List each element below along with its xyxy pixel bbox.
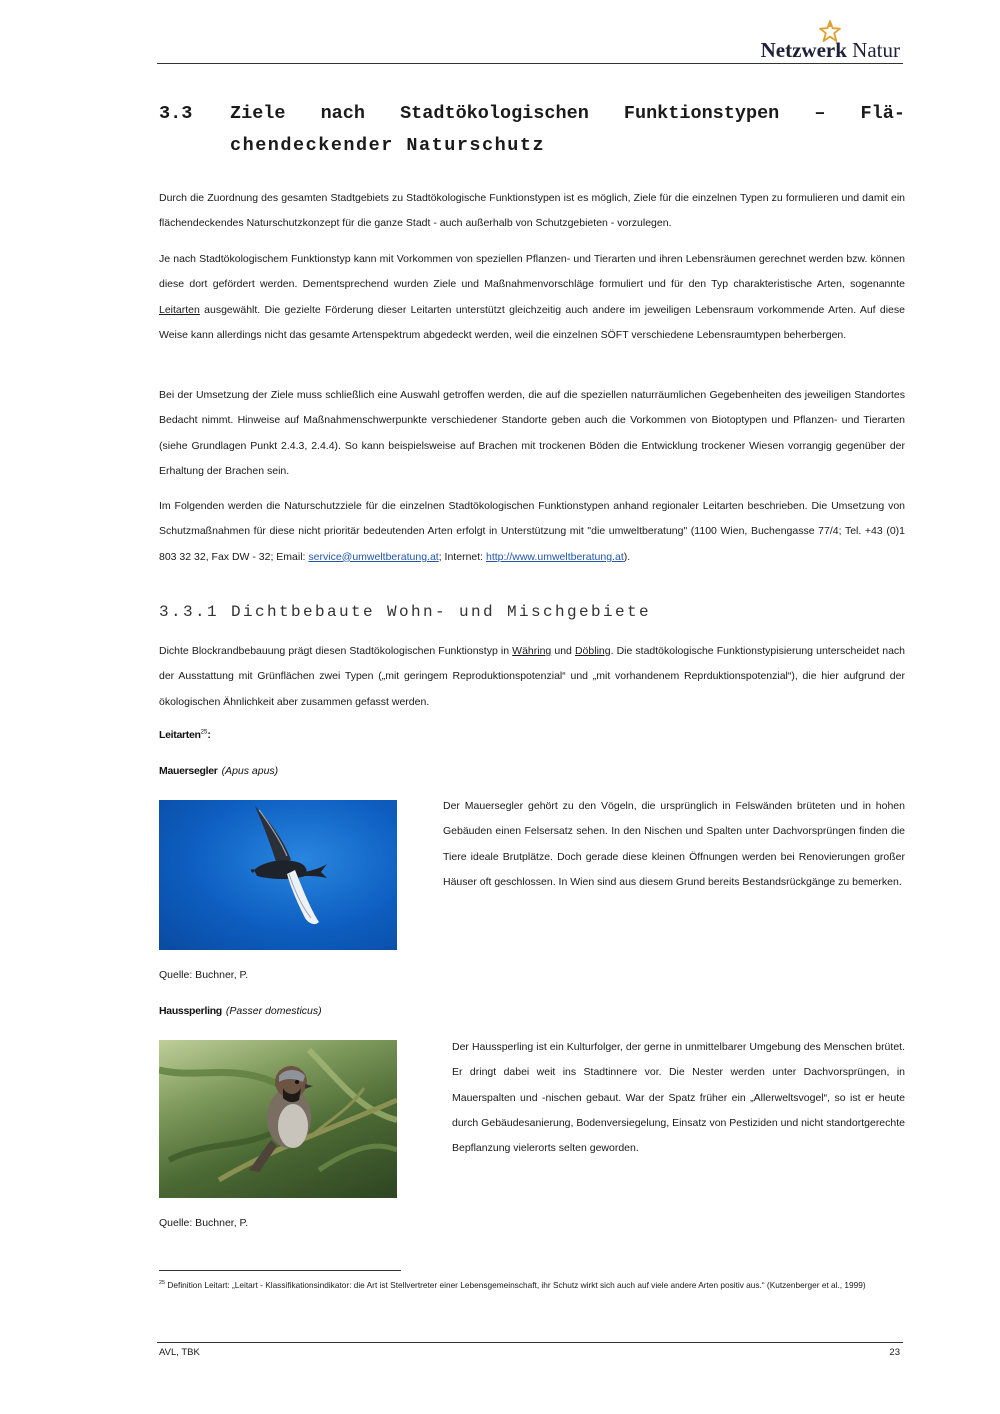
waehring-link[interactable]: Währing: [512, 645, 552, 657]
species-name: Haussperling: [159, 1005, 222, 1017]
paragraph-1: Durch die Zuordnung des gesamten Stadtgebiets zu Stadtökologische Funktionstypen ist es möglich, Ziele für die einzelnen Typen zu formulieren und damit ein flächendeckendes Naturschutzkonzept für die ganze Stadt - auch außerhalb von Schutzgebieten - vorzulegen.: [159, 192, 905, 230]
paragraph-3: Bei der Umsetzung der Ziele muss schließlich eine Auswahl getroffen werden, die auf die speziellen naturräumlichen Gegebenheiten des jeweiligen Standortes Bedacht nimmt. Hinweise auf Maßnahmenschwerpunkte verschiedener Standorte geben auch die Vorkommen von Biotoptypen und Pflanzen- und Tierarten (siehe Grundlagen Punkt 2.4.3, 2.4.4). So kann beispielsweise auf Brachen mit trockenen Böden die Entwicklung trockener Wiesen vorrangig gegenüber der Erhaltung der Brachen sein.: [159, 389, 905, 477]
text-run: . Die stadtökologische Funktionstypisierung unterscheidet nach der Ausstattung mit Grünflächen zwei Typen („mit geringem Reproduktionspotenzial“ und „mit vorhandenem Reprduktionspotenzial“), die hier aufgrund der ökologischen Ähnlichkeit aber zusammen gefasst werden.: [159, 645, 905, 708]
label-colon: :: [207, 729, 211, 741]
text-run: ; Internet:: [438, 550, 486, 563]
title-word: Flä-: [860, 103, 905, 124]
title-word: nach: [320, 103, 365, 124]
swift-photo: [159, 800, 397, 950]
sparrow-photo: [159, 1040, 397, 1198]
subsection-heading: 3.3.1 Dichtbebaute Wohn- und Mischgebiete: [159, 603, 652, 621]
title-word: Stadtökologischen: [400, 103, 589, 124]
header-divider: [157, 63, 903, 64]
species-heading: [159, 765, 278, 777]
footnote-divider: [159, 1270, 401, 1271]
footnote: [159, 1277, 905, 1292]
sparrow-description: Der Haussperling ist ein Kulturfolger, der gerne in unmittelbarer Umgebung des Menschen brütet. Er dringt dabei weit ins Stadtinnere vor. Die Nester werden unter Dachvorsprüngen, in Mauerspalten und -nischen gebaut. War der Spatz früher ein „Allerweltsvogel“, so ist er heute durch Gebäudesanierung, Bodenversiegelung, Einsatz von Pestiziden und nicht standortgerechte Bepflanzung vielerorts selten geworden.: [452, 1041, 905, 1155]
logo-regular-word: Natur: [852, 38, 900, 62]
footnote-text: Definition Leitart: „Leitart - Klassifikationsindikator: die Art ist Stellvertreter einer Lebensgemeinschaft, ihr Schutz wirkt sich auch auf viele andere Arten positiv aus.“ (Kutzenberger et al., 1999): [165, 1279, 866, 1290]
species-heading: [159, 1005, 322, 1017]
title-word: Funktionstypen: [623, 103, 780, 124]
species-latin-name: (Passer domesticus): [225, 1005, 322, 1017]
label-text: Leitarten: [159, 729, 201, 741]
sparrow-bird-icon: [159, 1040, 397, 1198]
text-run: und: [551, 645, 575, 657]
text-run: Im Folgenden werden die Naturschutzziele für die einzelnen Stadtökologischen Funktionstypen anhand regionaler Leitarten beschrieben. Die Umsetzung von Schutzmaßnahmen für diese nicht prioritär bedeutenden Arten erfolgt in Unterstützung mit "die umweltberatung" (1100 Wien, Buchengasse 77/4; Tel. +43 (0)1 803 32 32, Fax DW - 32; Email:: [159, 500, 905, 563]
footnote-ref[interactable]: 25: [200, 729, 208, 736]
section-title-line2: chendeckender Naturschutz: [230, 135, 546, 156]
leitarten-link[interactable]: Leitarten: [159, 303, 200, 316]
section-number: 3.3: [159, 103, 193, 124]
text-run: ).: [623, 550, 631, 563]
leitarten-label: [159, 729, 211, 741]
doebling-link[interactable]: Döbling: [574, 645, 611, 657]
netzwerk-natur-logo: [740, 20, 900, 62]
footnote-number: 25: [159, 1280, 166, 1286]
title-word: Ziele: [230, 103, 286, 124]
text-run: ausgewählt. Die gezielte Förderung dieser Leitarten unterstützt gleichzeitig auch andere im jeweiligen Lebensraum vorkommende Arten. Auf diese Weise kann allerdings nicht das gesamte Artenspektrum abgedeckt werden, weil die einzelnen SÖFT verschiedene Lebensraumtypen beherbergen.: [159, 303, 905, 341]
swift-description: Der Mauersegler gehört zu den Vögeln, die ursprünglich in Felswänden brüteten und in hohen Gebäuden einen Felsersatz sehen. In den Nischen und Spalten unter Dachvorsprüngen finden die Tiere ideale Brutplätze. Doch gerade diese kleinen Öffnungen werden bei Renovierungen großer Häuser oft geschlossen. In Wien sind aus diesem Grund bereits Bestandsrückgänge zu bemerken.: [443, 800, 905, 888]
footer-author: AVL, TBK: [159, 1347, 200, 1358]
logo-bold-word: Netzwerk: [760, 38, 847, 62]
photo-source: Quelle: Buchner, P.: [159, 1217, 249, 1229]
page-number: 23: [889, 1347, 900, 1358]
logo-wordmark: [740, 38, 900, 63]
footer-divider: [157, 1342, 903, 1343]
email-link[interactable]: service@umweltberatung.at: [308, 550, 439, 563]
website-link[interactable]: http://www.umweltberatung.at: [486, 550, 624, 563]
subsection-paragraph: [159, 639, 905, 715]
swift-bird-icon: [159, 800, 397, 950]
species-latin-name: (Apus apus): [221, 765, 279, 777]
paragraph-4: [159, 494, 905, 570]
species-name: Mauersegler: [159, 765, 218, 777]
text-run: Je nach Stadtökologischem Funktionstyp kann mit Vorkommen von speziellen Pflanzen- und Tierarten und ihren Lebensräumen gerechnet werden bzw. können diese dort gefördert werden. Dementsprechend wurden Ziele und Maßnahmenvorschläge formuliert und für den Typ charakteristische Arten, sogenannte: [159, 253, 905, 291]
text-run: Dichte Blockrandbebauung prägt diesen Stadtökologischen Funktionstyp in: [159, 645, 513, 657]
paragraph-2: [159, 247, 905, 348]
title-word: –: [814, 103, 826, 124]
section-title-line1: [230, 103, 905, 124]
photo-source: Quelle: Buchner, P.: [159, 969, 249, 981]
